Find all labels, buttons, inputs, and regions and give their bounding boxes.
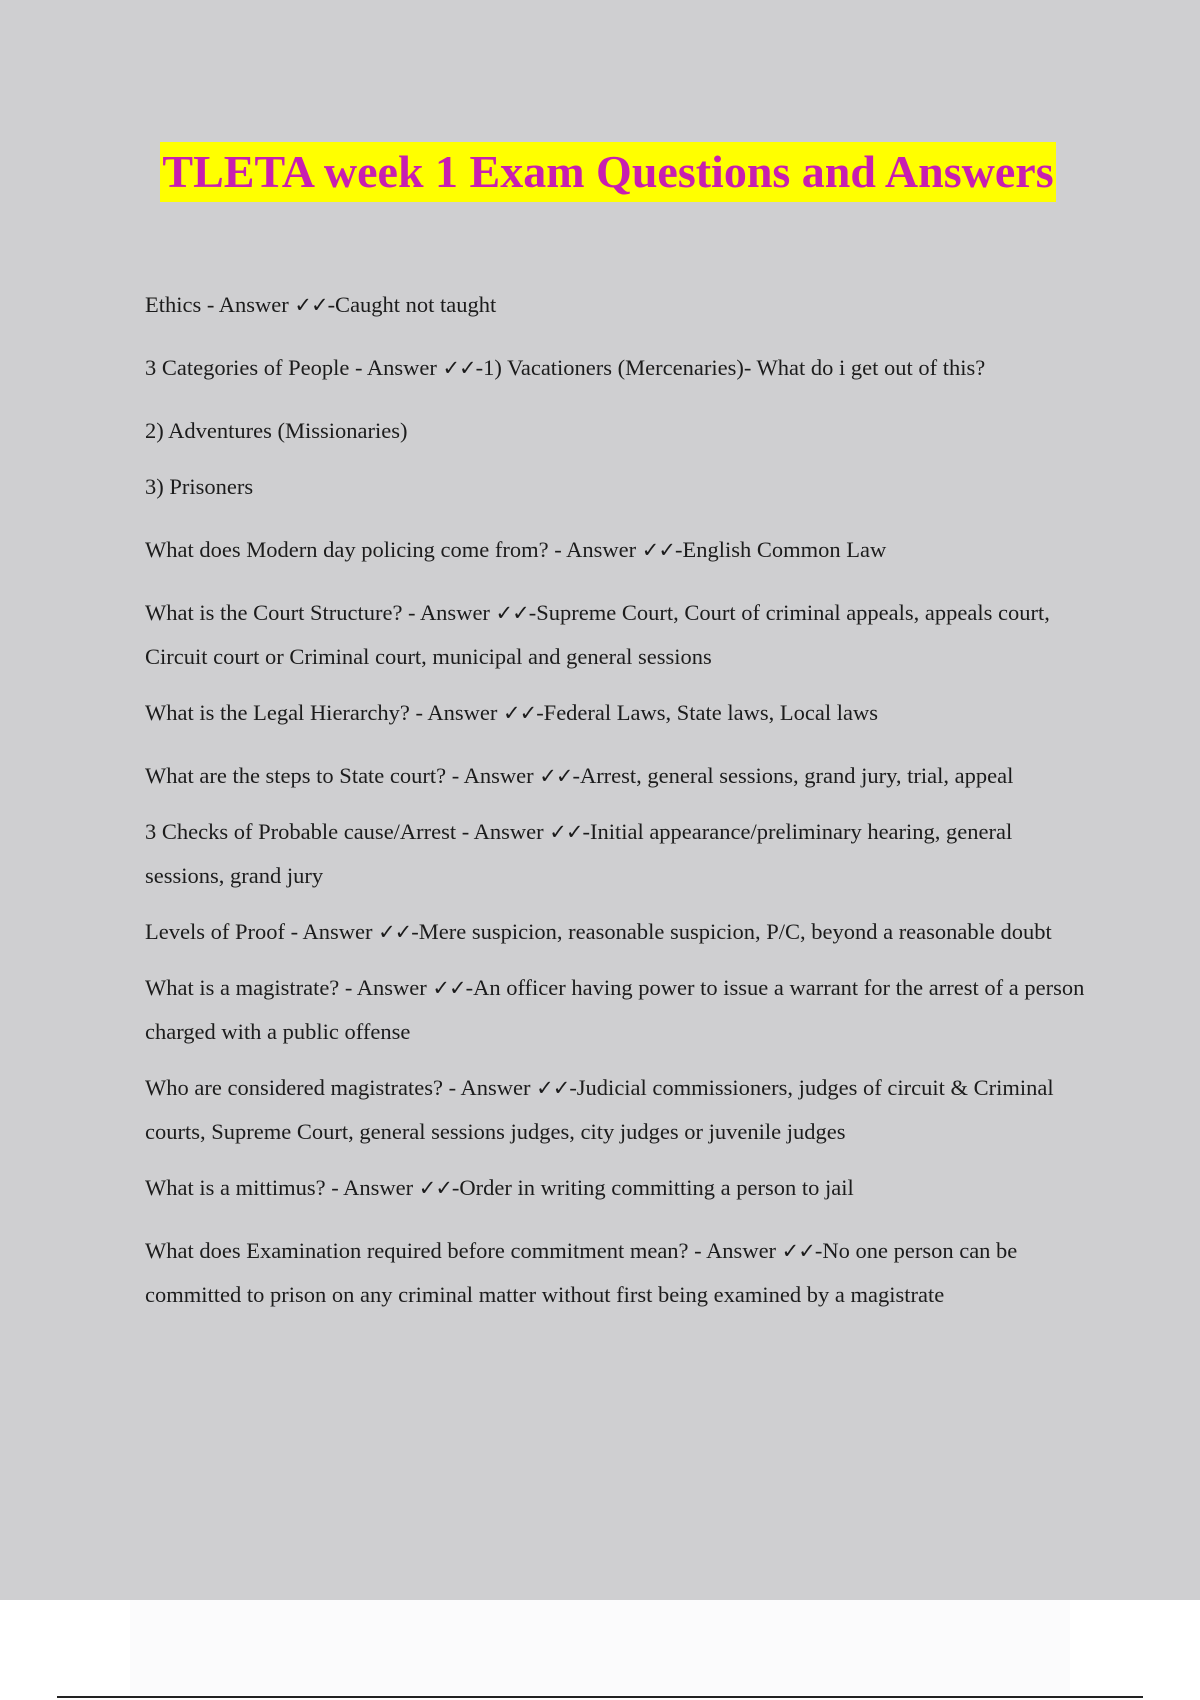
answer-text: -Federal Laws, State laws, Local laws <box>536 700 878 725</box>
double-check-icon: ✓✓ <box>641 538 675 562</box>
list-item-prisoners: 3) Prisoners <box>145 474 254 499</box>
qa-item-levels-of-proof <box>145 910 1095 954</box>
double-check-icon: ✓✓ <box>378 920 412 944</box>
answer-text: -1) Vacationers (Mercenaries)- What do i get out of this? <box>475 355 986 380</box>
answer-text: -Judicial commissioners, judges of circuit & Criminal courts, Supreme Court, general sessions judges, city judges or juvenile judges <box>145 1075 1054 1144</box>
answer-text: -Supreme Court, Court of criminal appeals, appeals court, Circuit court or Criminal court, municipal and general sessions <box>145 600 1050 669</box>
answer-text: -English Common Law <box>674 537 887 562</box>
qa-item-modern-policing <box>145 528 1095 572</box>
answer-label: Answer <box>343 1175 414 1200</box>
double-check-icon: ✓✓ <box>539 764 573 788</box>
question-text: 3 Checks of Probable cause/Arrest - <box>145 819 474 844</box>
answer-label: Answer <box>463 763 534 788</box>
qa-item-legal-hierarchy <box>145 691 1095 735</box>
qa-list <box>145 283 1095 1317</box>
qa-item-state-court-steps <box>145 754 1095 798</box>
question-text: Ethics - <box>145 292 219 317</box>
answer-text: -An officer having power to issue a warrant for the arrest of a person charged with a public offense <box>145 975 1085 1044</box>
answer-text: -Caught not taught <box>327 292 497 317</box>
question-text: What is the Legal Hierarchy? - <box>145 700 428 725</box>
question-text: What is a mittimus? - <box>145 1175 344 1200</box>
qa-item-considered-magistrates <box>145 1066 1095 1154</box>
qa-item-magistrate <box>145 966 1095 1054</box>
double-check-icon: ✓✓ <box>495 601 529 625</box>
question-text: What are the steps to State court? - <box>145 763 464 788</box>
double-check-icon: ✓✓ <box>781 1239 815 1263</box>
question-text: What is the Court Structure? - <box>145 600 420 625</box>
answer-label: Answer <box>302 919 373 944</box>
answer-label: Answer <box>427 700 498 725</box>
question-text: What is a magistrate? - <box>145 975 357 1000</box>
qa-item-ethics <box>145 283 1095 327</box>
question-text: Levels of Proof - <box>145 919 303 944</box>
qa-item-categories <box>145 346 1095 390</box>
answer-label: Answer <box>366 355 437 380</box>
question-text: Who are considered magistrates? - <box>145 1075 461 1100</box>
answer-label: Answer <box>460 1075 531 1100</box>
title-block <box>0 142 1200 202</box>
page-footer <box>0 1600 1200 1700</box>
answer-text: -Mere suspicion, reasonable suspicion, P/C, beyond a reasonable doubt <box>411 919 1052 944</box>
double-check-icon: ✓✓ <box>549 820 583 844</box>
question-text: What does Modern day policing come from? - <box>145 537 567 562</box>
question-text: What does Examination required before commitment mean? - <box>145 1238 707 1263</box>
double-check-icon: ✓✓ <box>502 701 537 725</box>
double-check-icon: ✓✓ <box>294 293 328 317</box>
answer-text: -Arrest, general sessions, grand jury, trial, appeal <box>572 763 1014 788</box>
footer-panel <box>130 1600 1070 1695</box>
double-check-icon: ✓✓ <box>418 1176 452 1200</box>
answer-label: Answer <box>356 975 427 1000</box>
double-check-icon: ✓✓ <box>432 976 466 1000</box>
qa-item-examination <box>145 1229 1095 1317</box>
answer-label: Answer <box>419 600 490 625</box>
answer-text: -No one person can be committed to prison on any criminal matter without first being examined by a magistrate <box>145 1238 1018 1307</box>
qa-item-mittimus <box>145 1166 1095 1210</box>
qa-item-probable-cause-checks <box>145 810 1095 898</box>
qa-item-court-structure <box>145 591 1095 679</box>
answer-label: Answer <box>473 819 544 844</box>
question-text: 3 Categories of People - <box>145 355 367 380</box>
answer-label: Answer <box>706 1238 777 1263</box>
answer-text: -Initial appearance/preliminary hearing, general sessions, grand jury <box>145 819 1013 888</box>
page-title: TLETA week 1 Exam Questions and Answers <box>160 142 1055 202</box>
list-item-adventures: 2) Adventures (Missionaries) <box>145 418 408 443</box>
answer-label: Answer <box>566 537 637 562</box>
double-check-icon: ✓✓ <box>442 356 476 380</box>
footer-divider <box>57 1696 1143 1698</box>
answer-text: -Order in writing committing a person to jail <box>451 1175 854 1200</box>
double-check-icon: ✓✓ <box>536 1076 570 1100</box>
answer-label: Answer <box>218 292 289 317</box>
